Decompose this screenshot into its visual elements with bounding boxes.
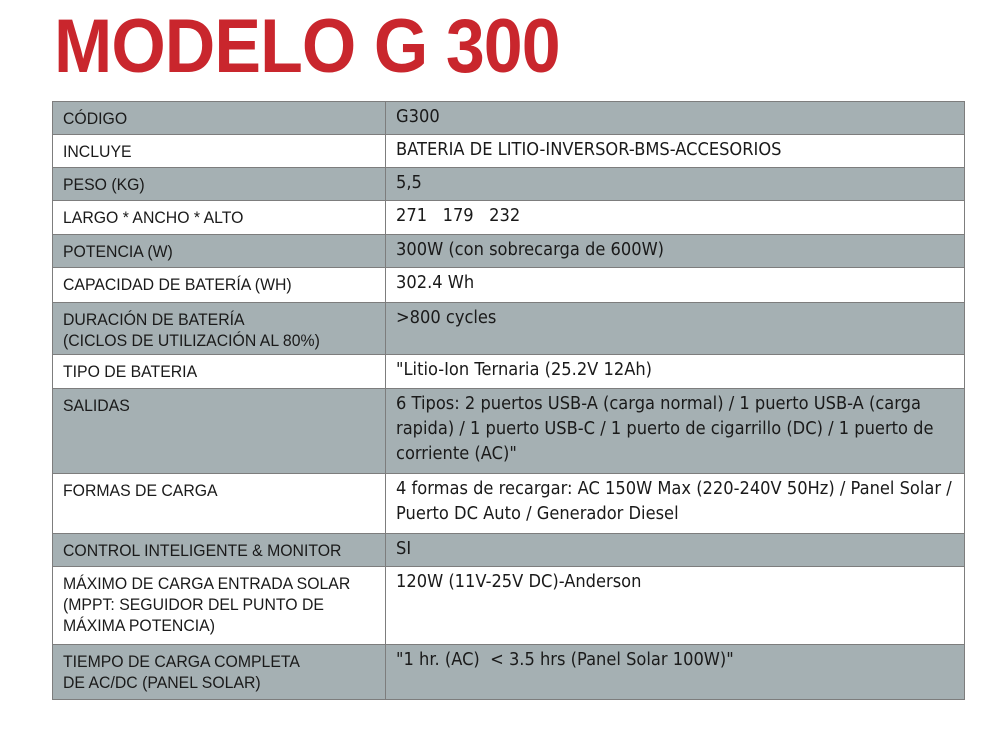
spec-value-cell	[386, 268, 965, 303]
spec-row-peso	[53, 168, 965, 201]
spec-label-cell	[53, 474, 386, 534]
spec-value-cell	[386, 303, 965, 355]
spec-label-cell	[53, 268, 386, 303]
spec-value-cell	[386, 235, 965, 268]
spec-label: INCLUYE	[63, 142, 132, 161]
spec-row-dimensiones	[53, 201, 965, 235]
spec-value: 300W (con sobrecarga de 600W)	[396, 240, 665, 260]
spec-label-cell	[53, 303, 386, 355]
spec-table	[52, 101, 965, 700]
spec-value-cell	[386, 645, 965, 700]
spec-row-tiempo-carga	[53, 645, 965, 700]
spec-value: 120W (11V-25V DC)-Anderson	[396, 572, 642, 592]
spec-label-cell	[53, 355, 386, 389]
spec-value: 271 179 232	[396, 206, 521, 226]
spec-label: POTENCIA (W)	[63, 242, 173, 261]
spec-label: FORMAS DE CARGA	[63, 481, 218, 500]
spec-label-cell	[53, 201, 386, 235]
spec-label: SALIDAS	[63, 396, 130, 415]
spec-value-cell	[386, 474, 965, 534]
spec-value-cell	[386, 567, 965, 645]
spec-label: CÓDIGO	[63, 109, 128, 128]
spec-label-cell	[53, 645, 386, 700]
spec-value: 302.4 Wh	[396, 273, 475, 293]
spec-row-salidas	[53, 389, 965, 474]
spec-row-control	[53, 534, 965, 567]
spec-row-capacidad	[53, 268, 965, 303]
spec-label-cell	[53, 534, 386, 567]
spec-label-cell	[53, 135, 386, 168]
spec-value: >800 cycles	[396, 308, 497, 328]
spec-value: 4 formas de recargar: AC 150W Max (220-240V 50Hz) / Panel Solar / Puerto DC Auto / Generador Diesel	[396, 479, 957, 524]
spec-value-cell	[386, 135, 965, 168]
spec-label: CAPACIDAD DE BATERÍA (WH)	[63, 275, 292, 294]
spec-label-cell	[53, 102, 386, 135]
spec-row-formas-carga	[53, 474, 965, 534]
spec-row-potencia	[53, 235, 965, 268]
spec-label: MÁXIMO DE CARGA ENTRADA SOLAR (MPPT: SEGUIDOR DEL PUNTO DE MÁXIMA POTENCIA)	[63, 574, 351, 635]
spec-row-tipo-bateria	[53, 355, 965, 389]
spec-label: TIPO DE BATERIA	[63, 362, 198, 381]
spec-row-carga-solar	[53, 567, 965, 645]
page-title: MODELO G 300	[54, 4, 560, 89]
spec-value-cell	[386, 168, 965, 201]
spec-value-cell	[386, 389, 965, 474]
spec-label: CONTROL INTELIGENTE & MONITOR	[63, 541, 342, 560]
spec-label-cell	[53, 168, 386, 201]
spec-value-cell	[386, 201, 965, 235]
spec-label: DURACIÓN DE BATERÍA (CICLOS DE UTILIZACIÓN AL 80%)	[63, 310, 320, 350]
spec-value-cell	[386, 355, 965, 389]
spec-label-cell	[53, 235, 386, 268]
spec-row-codigo	[53, 102, 965, 135]
spec-label: PESO (KG)	[63, 175, 145, 194]
spec-value: "1 hr. (AC) < 3.5 hrs (Panel Solar 100W)"	[396, 650, 734, 670]
spec-row-duracion	[53, 303, 965, 355]
spec-label: TIEMPO DE CARGA COMPLETA DE AC/DC (PANEL SOLAR)	[63, 652, 300, 692]
spec-value: "Litio-Ion Ternaria (25.2V 12Ah)	[396, 360, 653, 380]
spec-value: BATERIA DE LITIO-INVERSOR-BMS-ACCESORIOS	[396, 140, 782, 160]
spec-value: SI	[396, 539, 412, 559]
spec-value-cell	[386, 102, 965, 135]
spec-row-incluye	[53, 135, 965, 168]
spec-label-cell	[53, 389, 386, 474]
spec-value: G300	[396, 107, 440, 127]
spec-label-cell	[53, 567, 386, 645]
spec-value: 6 Tipos: 2 puertos USB-A (carga normal) / 1 puerto USB-A (carga rapida) / 1 puerto USB-C / 1 puerto de cigarrillo (DC) / 1 puerto de corriente (AC)"	[396, 394, 939, 464]
spec-label: LARGO * ANCHO * ALTO	[63, 208, 244, 227]
spec-value: 5,5	[396, 173, 422, 193]
spec-value-cell	[386, 534, 965, 567]
